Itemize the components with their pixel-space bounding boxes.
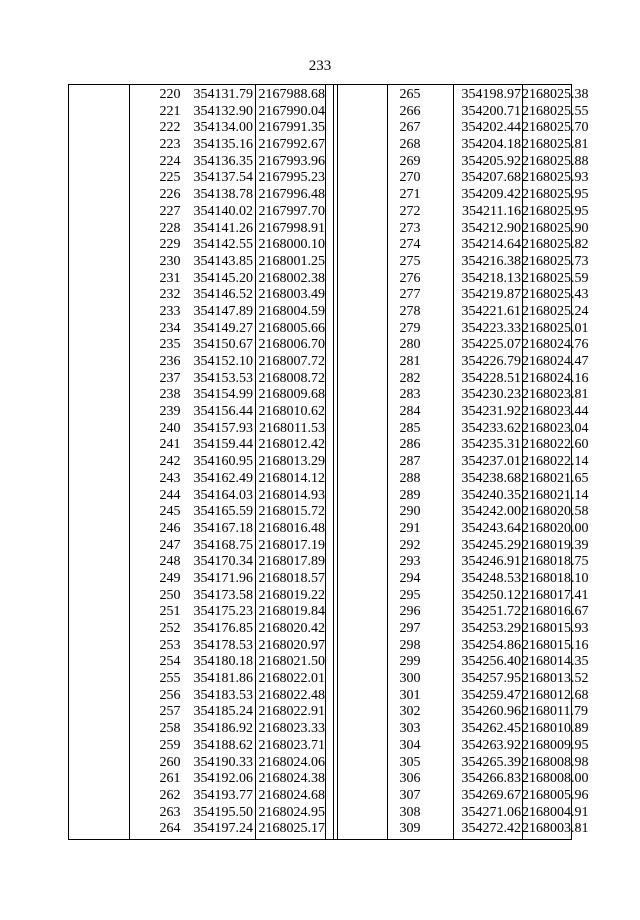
- x-coordinate-cell: 354198.97: [461, 87, 521, 102]
- y-coordinate-cell: 2168013.29: [258, 454, 325, 470]
- x-coordinate-cell: 354230.23: [461, 387, 521, 403]
- y-coordinate-cell: 2168018.57: [258, 570, 325, 586]
- x-coordinate-cell: 354265.39: [461, 754, 521, 770]
- point-number-cell: 249: [159, 570, 181, 586]
- point-number-cell: 236: [159, 354, 181, 369]
- x-coordinate-cell: 354242.00: [461, 504, 521, 520]
- x-coordinate-cell: 354195.50: [193, 804, 253, 820]
- y-coordinate-cell: 2168017.89: [258, 554, 325, 570]
- point-number-cell: 238: [159, 387, 181, 403]
- point-number-cell: 226: [159, 187, 181, 203]
- y-coordinate-cell: 2168012.68: [522, 687, 589, 703]
- point-number-cell: 289: [399, 487, 421, 503]
- point-number-cell: 251: [159, 604, 181, 620]
- y-coordinate-cell: 2168025.88: [522, 153, 589, 169]
- x-coordinate-cell: 354237.01: [461, 454, 521, 470]
- y-coordinate-cell: 2168010.62: [258, 404, 325, 420]
- x-coordinate-cell: 354254.86: [461, 637, 521, 653]
- page-number: 233: [308, 58, 332, 74]
- point-number-cell: 296: [399, 604, 421, 620]
- y-coordinate-cell: 2168023.44: [522, 404, 589, 420]
- x-coordinate-cell: 354145.20: [193, 270, 253, 286]
- x-coordinate-cell: 354149.27: [193, 320, 253, 336]
- x-coordinate-cell: 354136.35: [193, 153, 253, 169]
- x-coordinate-cell: 354160.95: [193, 454, 253, 470]
- x-coordinate-cell: 354171.96: [193, 570, 253, 586]
- point-number-cell: 298: [399, 637, 421, 653]
- x-coordinate-cell: 354253.29: [461, 621, 521, 636]
- point-number-cell: 291: [399, 520, 421, 536]
- x-coordinate-cell: 354204.18: [461, 137, 521, 153]
- y-coordinate-cell: 2168025.38: [522, 87, 589, 102]
- x-coordinate-cell: 354159.44: [193, 437, 253, 453]
- y-coordinate-cell: 2168019.22: [258, 587, 325, 603]
- point-number-cell: 221: [159, 103, 181, 119]
- x-coordinate-cell: 354154.99: [193, 387, 253, 403]
- point-number-cell: 280: [399, 337, 421, 353]
- y-coordinate-cell: 2168019.39: [522, 537, 589, 553]
- y-coordinate-cell: 2168015.72: [258, 504, 325, 520]
- y-coordinate-cell: 2168018.75: [522, 554, 589, 570]
- point-number-cell: 268: [399, 137, 421, 153]
- y-coordinate-cell: 2168023.71: [258, 737, 325, 753]
- point-number-cell: 265: [399, 87, 421, 102]
- point-number-cell: 293: [399, 554, 421, 570]
- point-number-cell: 246: [159, 520, 181, 536]
- y-coordinate-cell: 2168013.52: [522, 671, 589, 687]
- point-number-cell: 258: [159, 721, 181, 737]
- x-coordinate-cell: 354256.40: [461, 654, 521, 670]
- x-coordinate-cell: 354142.55: [193, 237, 253, 253]
- x-coordinate-cell: 354262.45: [461, 721, 521, 737]
- point-number-cell: 292: [399, 537, 421, 553]
- y-coordinate-cell: 2168006.70: [258, 337, 325, 353]
- y-coordinate-cell: 2168024.47: [522, 354, 589, 369]
- x-coordinate-cell: 354152.10: [193, 354, 253, 369]
- y-coordinate-cell: 2168025.95: [522, 187, 589, 203]
- x-coordinate-cell: 354211.16: [462, 203, 521, 219]
- x-coordinate-cell: 354228.51: [461, 370, 521, 386]
- y-coordinate-cell: 2168022.14: [522, 454, 589, 470]
- y-coordinate-cell: 2168015.93: [522, 621, 589, 636]
- y-coordinate-cell: 2168011.53: [259, 420, 325, 436]
- y-coordinate-cell: 2168005.96: [522, 787, 589, 803]
- point-number-cell: 220: [159, 87, 181, 102]
- y-coordinate-cell: 2168025.90: [522, 220, 589, 236]
- point-number-cell: 232: [159, 287, 181, 303]
- y-coordinate-cell: 2168012.42: [258, 437, 325, 453]
- x-coordinate-cell: 354245.29: [461, 537, 521, 553]
- y-coordinate-cell: 2168022.60: [522, 437, 589, 453]
- y-coordinate-cell: 2168014.12: [258, 470, 325, 486]
- point-number-cell: 272: [399, 203, 421, 219]
- point-number-cell: 288: [399, 470, 421, 486]
- point-number-cell: 295: [399, 587, 421, 603]
- point-number-cell: 306: [399, 771, 421, 787]
- x-coordinate-cell: 354153.53: [193, 370, 253, 386]
- y-coordinate-cell: 2168025.73: [522, 253, 589, 269]
- y-coordinate-cell: 2168025.95: [522, 203, 589, 219]
- y-coordinate-cell: 2167990.04: [258, 103, 325, 119]
- x-coordinate-cell: 354202.44: [461, 120, 521, 136]
- y-coordinate-cell: 2168021.50: [258, 654, 325, 670]
- y-coordinate-cell: 2168024.68: [258, 787, 325, 803]
- y-coordinate-cell: 2168011.79: [522, 704, 588, 720]
- x-coordinate-cell: 354266.83: [461, 771, 521, 787]
- x-coordinate-cell: 354134.00: [193, 120, 253, 136]
- x-coordinate-cell: 354259.47: [461, 687, 521, 703]
- x-coordinate-cell: 354207.68: [461, 170, 521, 186]
- x-coordinate-cell: 354165.59: [193, 504, 253, 520]
- point-number-cell: 283: [399, 387, 421, 403]
- y-coordinate-cell: 2167992.67: [258, 137, 325, 153]
- point-number-cell: 290: [399, 504, 421, 520]
- x-coordinate-cell: 354186.92: [193, 721, 253, 737]
- y-coordinate-cell: 2167997.70: [258, 203, 325, 219]
- point-number-cell: 231: [159, 270, 181, 286]
- point-number-cell: 260: [159, 754, 181, 770]
- y-coordinate-cell: 2168020.58: [522, 504, 589, 520]
- point-number-cell: 239: [159, 404, 181, 420]
- point-number-cell: 279: [399, 320, 421, 336]
- y-coordinate-cell: 2168008.72: [258, 370, 325, 386]
- point-number-cell: 227: [159, 203, 181, 219]
- point-number-cell: 300: [399, 671, 421, 687]
- point-number-cell: 285: [399, 420, 421, 436]
- point-number-cell: 224: [159, 153, 181, 169]
- section-divider: [333, 85, 338, 839]
- y-coordinate-cell: 2168023.04: [522, 420, 589, 436]
- x-coordinate-cell: 354214.64: [461, 237, 521, 253]
- point-number-cell: 244: [159, 487, 181, 503]
- x-coordinate-cell: 354162.49: [193, 470, 253, 486]
- point-number-cell: 271: [399, 187, 421, 203]
- y-coordinate-cell: 2168022.01: [258, 671, 325, 687]
- y-coordinate-cell: 2168024.06: [258, 754, 325, 770]
- point-number-cell: 294: [399, 570, 421, 586]
- point-number-cell: 299: [399, 654, 421, 670]
- y-coordinate-cell: 2168004.59: [258, 303, 325, 319]
- x-coordinate-cell: 354250.12: [461, 587, 521, 603]
- y-coordinate-cell: 2168025.93: [522, 170, 589, 186]
- y-coordinate-cell: 2168019.84: [258, 604, 325, 620]
- point-number-cell: 225: [159, 170, 181, 186]
- point-number-cell: 245: [159, 504, 181, 520]
- x-coordinate-cell: 354218.13: [461, 270, 521, 286]
- y-coordinate-cell: 2168009.68: [258, 387, 325, 403]
- point-number-cell: 269: [399, 153, 421, 169]
- y-coordinate-cell: 2167996.48: [258, 187, 325, 203]
- y-coordinate-cell: 2167995.23: [258, 170, 325, 186]
- x-coordinate-cell: 354175.23: [193, 604, 253, 620]
- x-coordinate-cell: 354272.42: [461, 821, 521, 837]
- x-coordinate-cell: 354137.54: [193, 170, 253, 186]
- point-number-cell: 229: [159, 237, 181, 253]
- point-number-cell: 286: [399, 437, 421, 453]
- x-coordinate-cell: 354200.71: [461, 103, 521, 119]
- point-number-cell: 234: [159, 320, 181, 336]
- y-coordinate-cell: 2168022.91: [258, 704, 325, 720]
- point-number-cell: 266: [399, 103, 421, 119]
- x-coordinate-cell: 354269.67: [461, 787, 521, 803]
- x-coordinate-cell: 354251.72: [461, 604, 521, 620]
- y-coordinate-cell: 2168022.48: [258, 687, 325, 703]
- point-number-cell: 222: [159, 120, 181, 136]
- point-number-cell: 270: [399, 170, 421, 186]
- y-coordinate-cell: 2168003.81: [522, 821, 589, 837]
- x-coordinate-cell: 354216.38: [461, 253, 521, 269]
- x-coordinate-cell: 354192.06: [193, 771, 253, 787]
- x-coordinate-cell: 354138.78: [193, 187, 253, 203]
- right-index-column: [387, 87, 453, 838]
- point-number-cell: 278: [399, 303, 421, 319]
- x-coordinate-cell: 354226.79: [461, 354, 521, 369]
- x-coordinate-cell: 354140.02: [193, 203, 253, 219]
- x-coordinate-cell: 354212.90: [461, 220, 521, 236]
- point-number-cell: 241: [159, 437, 181, 453]
- x-coordinate-cell: 354197.24: [193, 821, 253, 837]
- y-coordinate-cell: 2167993.96: [258, 153, 325, 169]
- x-coordinate-cell: 354167.18: [193, 520, 253, 536]
- x-coordinate-cell: 354157.93: [193, 420, 253, 436]
- y-coordinate-cell: 2168014.93: [258, 487, 325, 503]
- point-number-cell: 284: [399, 404, 421, 420]
- point-number-cell: 256: [159, 687, 181, 703]
- y-coordinate-cell: 2168017.19: [258, 537, 325, 553]
- x-coordinate-cell: 354143.85: [193, 253, 253, 269]
- y-coordinate-cell: 2168025.70: [522, 120, 589, 136]
- y-coordinate-cell: 2168001.25: [258, 253, 325, 269]
- x-coordinate-cell: 354176.85: [193, 621, 253, 636]
- y-coordinate-cell: 2168020.42: [258, 621, 325, 636]
- x-coordinate-cell: 354223.33: [461, 320, 521, 336]
- point-number-cell: 242: [159, 454, 181, 470]
- y-coordinate-cell: 2168015.16: [522, 637, 589, 653]
- x-coordinate-cell: 354183.53: [193, 687, 253, 703]
- y-coordinate-cell: 2168010.89: [522, 721, 589, 737]
- column-divider: [325, 85, 326, 839]
- x-coordinate-cell: 354221.61: [461, 303, 521, 319]
- y-coordinate-cell: 2168020.00: [522, 520, 589, 536]
- x-coordinate-cell: 354246.91: [461, 554, 521, 570]
- y-coordinate-cell: 2168023.81: [522, 387, 589, 403]
- x-coordinate-cell: 354271.06: [461, 804, 521, 820]
- coordinates-table: [68, 84, 589, 840]
- y-coordinate-cell: 2168018.10: [522, 570, 589, 586]
- y-coordinate-cell: 2168021.65: [522, 470, 589, 486]
- y-coordinate-cell: 2168008.00: [522, 771, 589, 787]
- point-number-cell: 253: [159, 637, 181, 653]
- y-coordinate-cell: 2168024.95: [258, 804, 325, 820]
- point-number-cell: 309: [399, 821, 421, 837]
- y-coordinate-cell: 2168014.35: [522, 654, 589, 670]
- y-coordinate-cell: 2168002.38: [258, 270, 325, 286]
- point-number-cell: 304: [399, 737, 421, 753]
- y-coordinate-cell: 2168005.66: [258, 320, 325, 336]
- y-coordinate-cell: 2168024.76: [522, 337, 589, 353]
- x-coordinate-cell: 354205.92: [461, 153, 521, 169]
- x-coordinate-cell: 354260.96: [461, 704, 521, 720]
- x-coordinate-cell: 354243.64: [461, 520, 521, 536]
- x-coordinate-cell: 354180.18: [193, 654, 253, 670]
- point-number-cell: 308: [399, 804, 421, 820]
- point-number-cell: 230: [159, 253, 181, 269]
- point-number-cell: 254: [159, 654, 181, 670]
- x-coordinate-cell: 354190.33: [193, 754, 253, 770]
- x-coordinate-cell: 354238.68: [461, 470, 521, 486]
- point-number-cell: 255: [159, 671, 181, 687]
- y-coordinate-cell: 2168025.81: [522, 137, 589, 153]
- y-coordinate-cell: 2168025.17: [258, 821, 325, 837]
- x-coordinate-cell: 354132.90: [193, 103, 253, 119]
- y-coordinate-cell: 2168003.49: [258, 287, 325, 303]
- point-number-cell: 264: [159, 821, 181, 837]
- y-coordinate-cell: 2168016.67: [522, 604, 589, 620]
- point-number-cell: 237: [159, 370, 181, 386]
- y-coordinate-cell: 2168023.33: [258, 721, 325, 737]
- y-coordinate-cell: 2168008.98: [522, 754, 589, 770]
- y-coordinate-cell: 2168021.14: [522, 487, 589, 503]
- point-number-cell: 274: [399, 237, 421, 253]
- point-number-cell: 262: [159, 787, 181, 803]
- point-number-cell: 273: [399, 220, 421, 236]
- right-y-column: [522, 87, 589, 838]
- y-coordinate-cell: 2168025.43: [522, 287, 589, 303]
- point-number-cell: 297: [399, 621, 421, 636]
- point-number-cell: 261: [159, 771, 181, 787]
- y-coordinate-cell: 2168016.48: [258, 520, 325, 536]
- x-coordinate-cell: 354150.67: [193, 337, 253, 353]
- y-coordinate-cell: 2168025.24: [522, 303, 589, 319]
- x-coordinate-cell: 354219.87: [461, 287, 521, 303]
- point-number-cell: 305: [399, 754, 421, 770]
- y-coordinate-cell: 2167991.35: [258, 120, 325, 136]
- point-number-cell: 247: [159, 537, 181, 553]
- point-number-cell: 240: [159, 420, 181, 436]
- x-coordinate-cell: 354231.92: [461, 404, 521, 420]
- x-coordinate-cell: 354185.24: [193, 704, 253, 720]
- x-coordinate-cell: 354181.86: [193, 671, 253, 687]
- point-number-cell: 259: [159, 737, 181, 753]
- left-y-column: [255, 87, 325, 838]
- x-coordinate-cell: 354170.34: [193, 554, 253, 570]
- x-coordinate-cell: 354193.77: [193, 787, 253, 803]
- point-number-cell: 267: [399, 120, 421, 136]
- point-number-cell: 282: [399, 370, 421, 386]
- x-coordinate-cell: 354235.31: [461, 437, 521, 453]
- point-number-cell: 277: [399, 287, 421, 303]
- y-coordinate-cell: 2168025.55: [522, 103, 589, 119]
- point-number-cell: 307: [399, 787, 421, 803]
- y-coordinate-cell: 2168024.38: [258, 771, 325, 787]
- y-coordinate-cell: 2167998.91: [258, 220, 325, 236]
- point-number-cell: 252: [159, 621, 181, 636]
- x-coordinate-cell: 354141.26: [193, 220, 253, 236]
- x-coordinate-cell: 354168.75: [193, 537, 253, 553]
- y-coordinate-cell: 2168007.72: [258, 354, 325, 369]
- y-coordinate-cell: 2168000.10: [258, 237, 325, 253]
- point-number-cell: 303: [399, 721, 421, 737]
- x-coordinate-cell: 354233.62: [461, 420, 521, 436]
- x-coordinate-cell: 354209.42: [461, 187, 521, 203]
- point-number-cell: 228: [159, 220, 181, 236]
- point-number-cell: 223: [159, 137, 181, 153]
- x-coordinate-cell: 354164.03: [193, 487, 253, 503]
- y-coordinate-cell: 2168009.95: [522, 737, 589, 753]
- point-number-cell: 233: [159, 303, 181, 319]
- x-coordinate-cell: 354248.53: [461, 570, 521, 586]
- y-coordinate-cell: 2168024.16: [522, 370, 589, 386]
- x-coordinate-cell: 354156.44: [193, 404, 253, 420]
- y-coordinate-cell: 2168025.59: [522, 270, 589, 286]
- point-number-cell: 302: [399, 704, 421, 720]
- y-coordinate-cell: 2168025.01: [522, 320, 589, 336]
- y-coordinate-cell: 2168004.91: [522, 804, 589, 820]
- y-coordinate-cell: 2168025.82: [522, 237, 589, 253]
- y-coordinate-cell: 2168020.97: [258, 637, 325, 653]
- point-number-cell: 248: [159, 554, 181, 570]
- point-number-cell: 301: [399, 687, 421, 703]
- x-coordinate-cell: 354135.16: [193, 137, 253, 153]
- x-coordinate-cell: 354131.79: [193, 87, 253, 102]
- x-coordinate-cell: 354240.35: [461, 487, 521, 503]
- point-number-cell: 287: [399, 454, 421, 470]
- left-x-column: [185, 87, 253, 838]
- point-number-cell: 257: [159, 704, 181, 720]
- x-coordinate-cell: 354178.53: [193, 637, 253, 653]
- x-coordinate-cell: 354257.95: [461, 671, 521, 687]
- point-number-cell: 281: [399, 354, 421, 369]
- point-number-cell: 235: [159, 337, 181, 353]
- y-coordinate-cell: 2168017.41: [522, 587, 589, 603]
- y-coordinate-cell: 2167988.68: [258, 87, 325, 102]
- point-number-cell: 243: [159, 470, 181, 486]
- x-coordinate-cell: 354263.92: [461, 737, 521, 753]
- x-coordinate-cell: 354147.89: [193, 303, 253, 319]
- point-number-cell: 263: [159, 804, 181, 820]
- x-coordinate-cell: 354173.58: [193, 587, 253, 603]
- x-coordinate-cell: 354225.07: [461, 337, 521, 353]
- point-number-cell: 250: [159, 587, 181, 603]
- point-number-cell: 276: [399, 270, 421, 286]
- x-coordinate-cell: 354146.52: [193, 287, 253, 303]
- point-number-cell: 275: [399, 253, 421, 269]
- right-x-column: [453, 87, 521, 838]
- x-coordinate-cell: 354188.62: [193, 737, 253, 753]
